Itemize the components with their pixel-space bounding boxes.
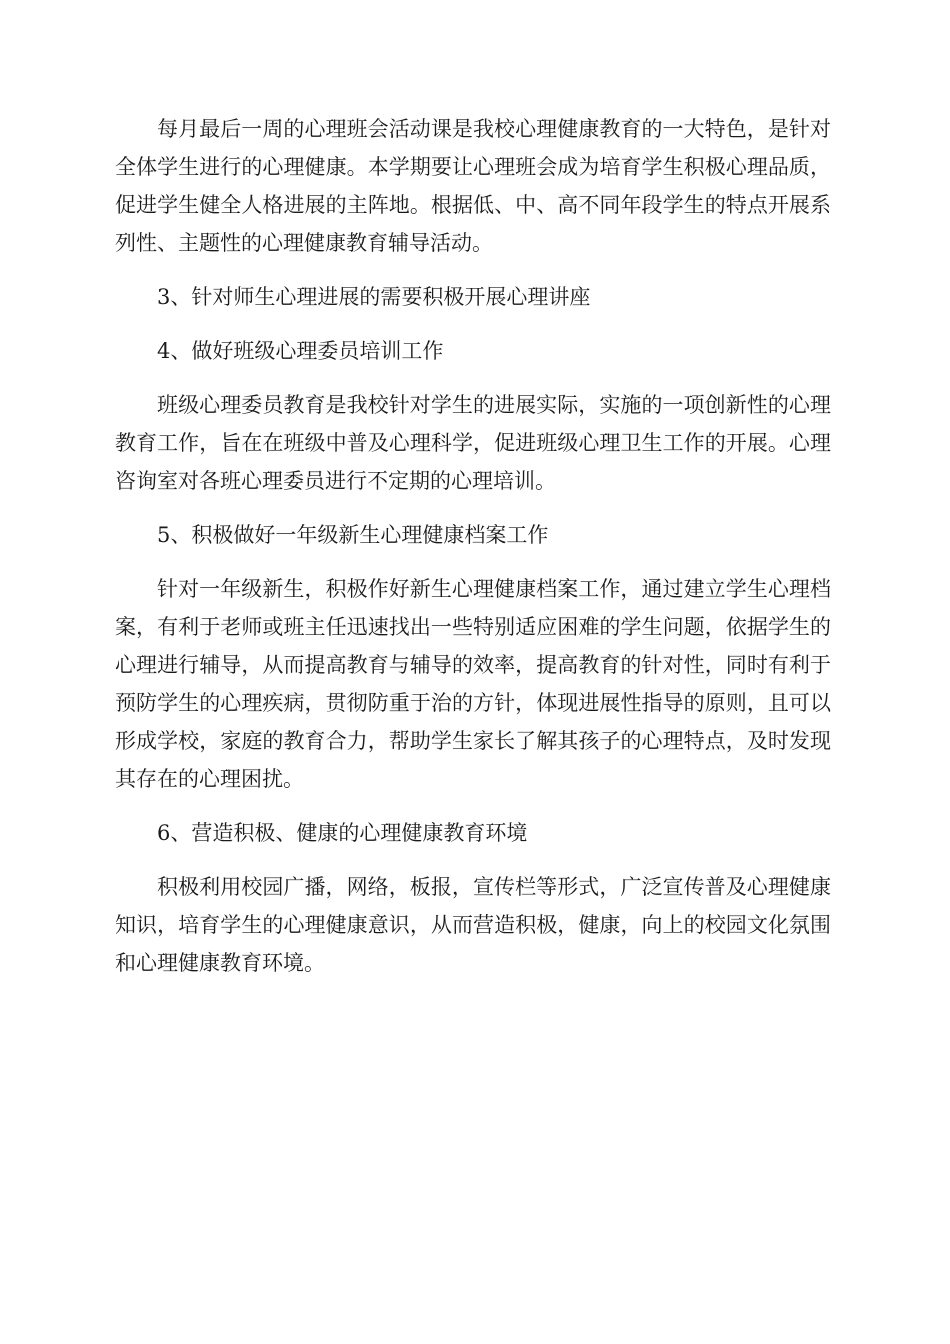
heading-item-6: 6、营造积极、健康的心理健康教育环境 <box>157 821 528 845</box>
paragraph-environment: 积极利用校园广播，网络，板报，宣传栏等形式，广泛宣传普及心理健康知识，培育学生的心理健康意识，从而营造积极，健康，向上的校园文化氛围和心理健康教育环境。 <box>115 875 831 975</box>
heading-item-4: 4、做好班级心理委员培训工作 <box>157 339 444 363</box>
document-body <box>115 110 831 998</box>
paragraph-class-committee: 班级心理委员教育是我校针对学生的进展实际，实施的一项创新性的心理教育工作，旨在在班级中普及心理科学，促进班级心理卫生工作的开展。心理咨询室对各班心理委员进行不定期的心理培训。 <box>115 393 831 493</box>
heading-item-3: 3、针对师生心理进展的需要积极开展心理讲座 <box>157 285 591 309</box>
heading-item-5: 5、积极做好一年级新生心理健康档案工作 <box>157 523 549 547</box>
paragraph-class-meeting: 每月最后一周的心理班会活动课是我校心理健康教育的一大特色，是针对全体学生进行的心理健康。本学期要让心理班会成为培育学生积极心理品质，促进学生健全人格进展的主阵地。根据低、中、高不同年段学生的特点开展系列性、主题性的心理健康教育辅导活动。 <box>115 117 831 255</box>
paragraph-health-records: 针对一年级新生，积极作好新生心理健康档案工作，通过建立学生心理档案，有利于老师或班主任迅速找出一些特别适应困难的学生问题，依据学生的心理进行辅导，从而提高教育与辅导的效率，提高教育的针对性，同时有利于预防学生的心理疾病，贯彻防重于治的方针，体现进展性指导的原则，且可以形成学校，家庭的教育合力，帮助学生家长了解其孩子的心理特点，及时发现其存在的心理困扰。 <box>115 577 831 791</box>
